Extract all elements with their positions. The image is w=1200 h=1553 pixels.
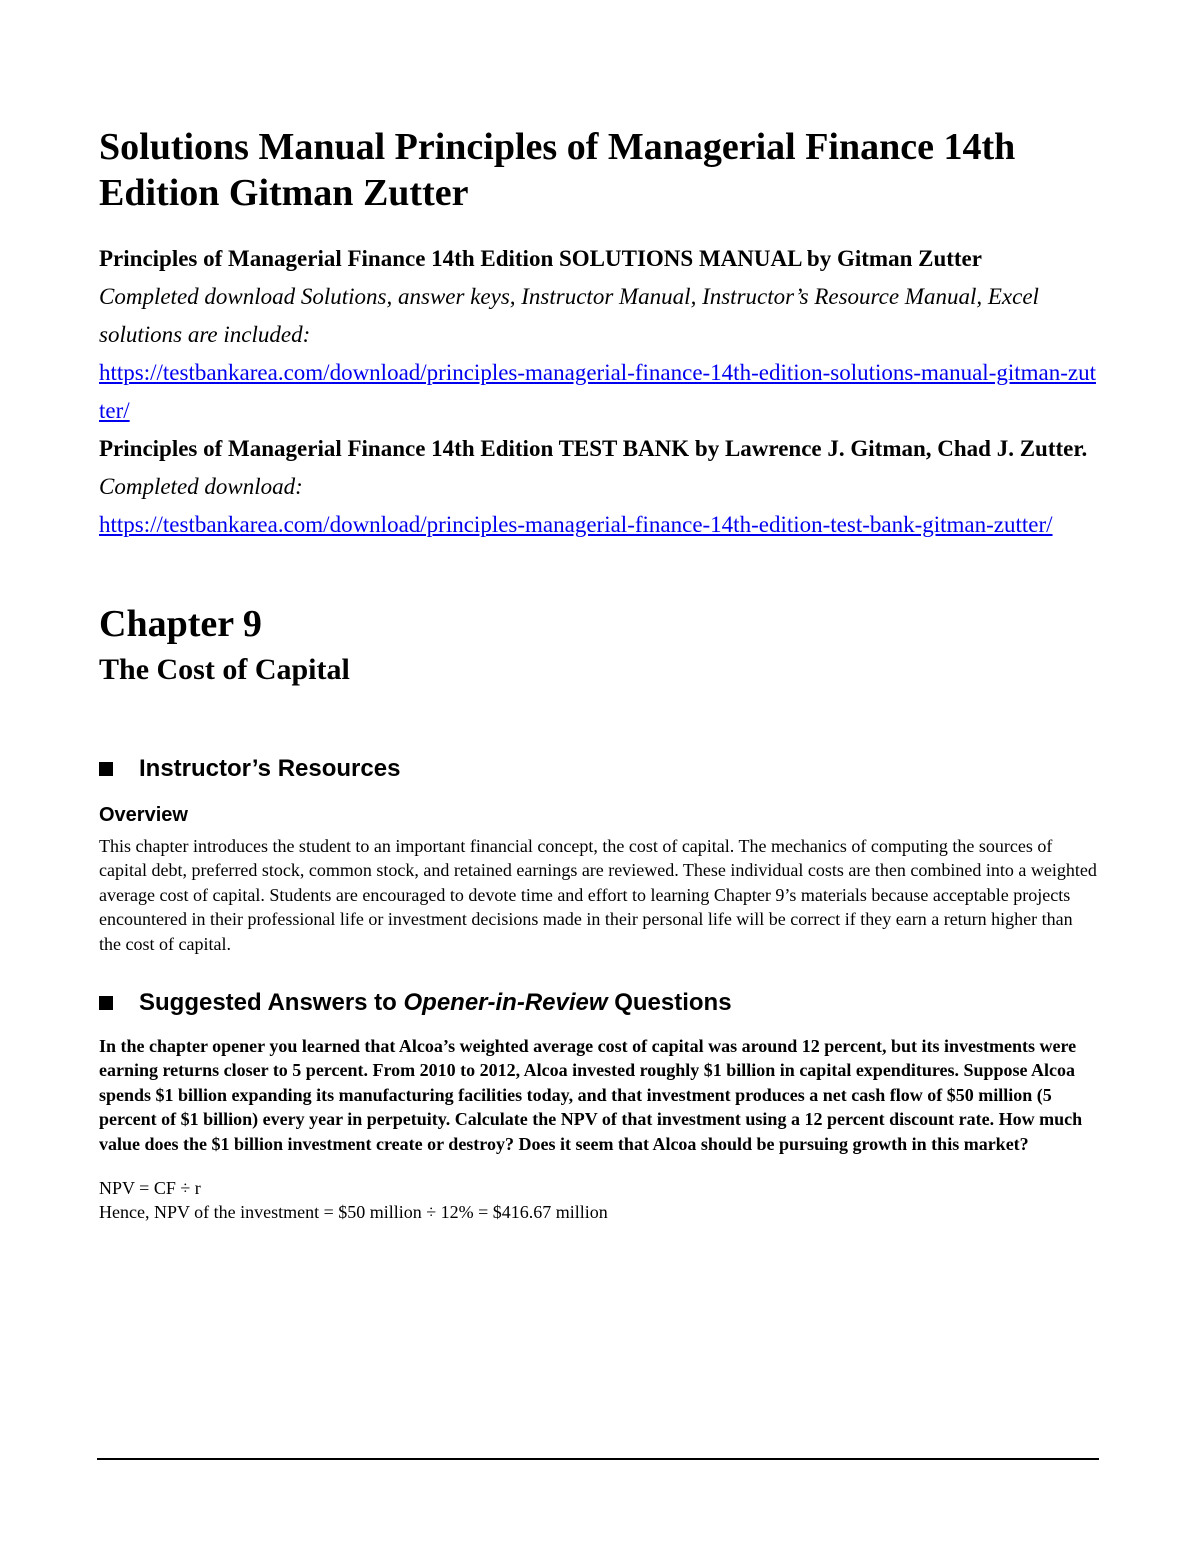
test-bank-heading: Principles of Managerial Finance 14th Edition TEST BANK by Lawrence J. Gitman, Chad J. Zutter.: [99, 436, 1088, 461]
instructor-resources-heading: [99, 754, 1099, 784]
test-bank-description: Completed download:: [99, 474, 303, 499]
solutions-manual-link[interactable]: https://testbankarea.com/download/principles-managerial-finance-14th-edition-solutions-manual-gitman-zutter/: [99, 360, 1096, 423]
chapter-title: The Cost of Capital: [99, 653, 350, 686]
opener-heading-suffix: Questions: [607, 989, 732, 1017]
instructor-resources-heading-text: Instructor’s Resources: [139, 755, 401, 782]
page-content: [99, 124, 1099, 1225]
opener-question: In the chapter opener you learned that Alcoa’s weighted average cost of capital was around 12 percent, but its investments were earning returns closer to 5 percent. From 2010 to 2012, Alcoa invested roughly $1 billion in capital expenditures. Suppose Alcoa spends $1 billion expanding its manufacturing facilities today, and that investment produces a net cash flow of $50 million (5 percent of $1 billion) every year in perpetuity. Calculate the NPV of that investment using a 12 percent discount rate. How much value does the $1 billion investment create or destroy? Does it seem that Alcoa should be pursuing growth in this market?: [99, 1036, 1083, 1154]
square-bullet-icon: [99, 996, 113, 1010]
square-bullet-icon: [99, 762, 113, 776]
opener-review-heading-text: [139, 988, 732, 1018]
overview-paragraph: This chapter introduces the student to an important financial concept, the cost of capital. The mechanics of computing the sources of capital debt, preferred stock, common stock, and retained earnings are reviewed. These individual costs are then combined into a weighted average cost of capital. Students are encouraged to devote time and effort to learning Chapter 9’s materials because acceptable projects encountered in their professional life or investment decisions made in their personal life will be correct if they earn a return higher than the cost of capital.: [99, 836, 1097, 954]
solutions-manual-description: Completed download Solutions, answer keys, Instructor Manual, Instructor’s Resource Manual, Excel solutions are included:: [99, 284, 1039, 347]
test-bank-link[interactable]: https://testbankarea.com/download/principles-managerial-finance-14th-edition-test-bank-gitman-zutter/: [99, 512, 1053, 537]
npv-formula: NPV = CF ÷ r: [99, 1178, 201, 1199]
chapter-number: Chapter 9: [99, 603, 262, 645]
solutions-manual-heading: Principles of Managerial Finance 14th Edition SOLUTIONS MANUAL by Gitman Zutter: [99, 246, 982, 271]
document-title: Solutions Manual Principles of Managerial Finance 14th Edition Gitman Zutter: [99, 126, 1016, 214]
overview-heading: Overview: [99, 804, 188, 826]
opener-review-heading: [99, 988, 1099, 1018]
opener-heading-italic: Opener-in-Review: [403, 989, 608, 1017]
footer-divider: [97, 1458, 1099, 1460]
npv-result: Hence, NPV of the investment = $50 million ÷ 12% = $416.67 million: [99, 1202, 608, 1223]
opener-heading-prefix: Suggested Answers to: [139, 989, 404, 1017]
